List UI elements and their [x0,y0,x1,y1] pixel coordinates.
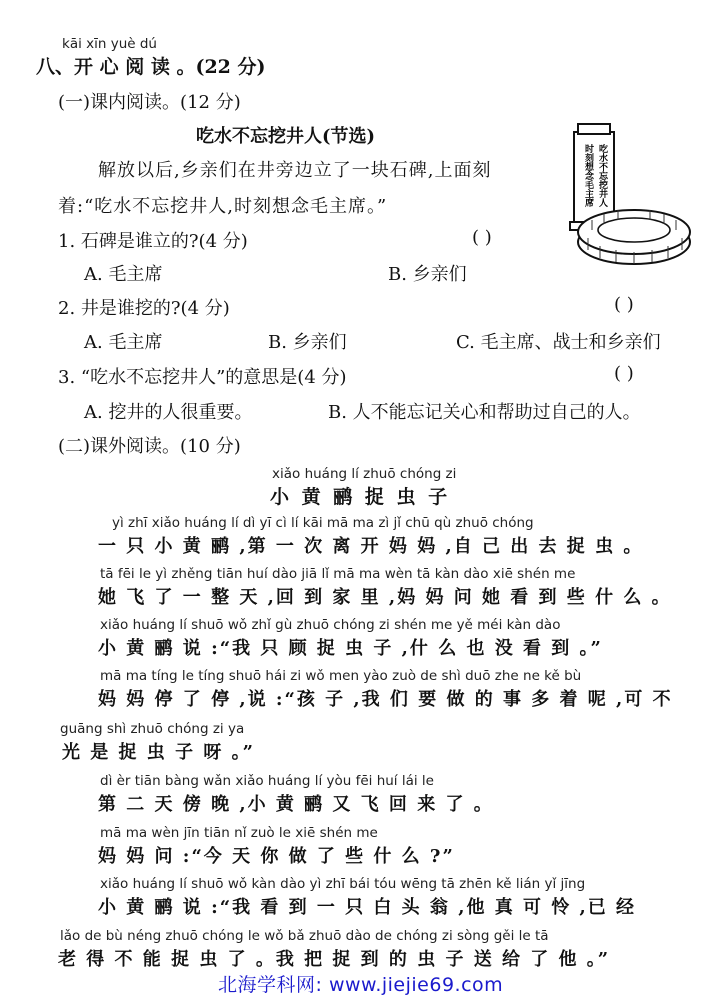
q2-option-b[interactable]: B. 乡亲们 [268,332,347,353]
answer-blank-3[interactable]: ( ) [614,363,634,384]
story-line-1-pinyin: yì zhī xiǎo huáng lí dì yī cì lí kāi mā ma zì jǐ chū qù zhuō chóng [112,515,534,531]
story-line-4: 妈 妈 停 了 停 ,说 :“孩 子 ,我 们 要 做 的 事 多 着 呢 ,可 不 [98,689,673,710]
q2-option-c[interactable]: C. 毛主席、战士和乡亲们 [456,332,661,353]
stele-inscription-right: 吃水不忘挖井人 [597,144,607,207]
story-line-4-pinyin: mā ma tíng le tíng shuō hái zi wǒ men yào zuò de shì duō zhe ne kě bù [100,668,582,684]
story-line-2-pinyin: tā fēi le yì zhěng tiān huí dào jiā lǐ mā ma wèn tā kàn dào xiē shén me [100,566,576,582]
q1-option-b[interactable]: B. 乡亲们 [388,264,467,285]
story-line-6-pinyin: dì èr tiān bàng wǎn xiǎo huáng lí yòu fēi huí lái le [100,773,434,789]
section-pinyin: kāi xīn yuè dú [62,36,157,52]
story-line-9-pinyin: lǎo de bù néng zhuō chóng le wǒ bǎ zhuō dào de chóng zi sòng gěi le tā [60,928,549,944]
story-line-2: 她 飞 了 一 整 天 ,回 到 家 里 ,妈 妈 问 她 看 到 些 什 么 。 [98,587,672,608]
answer-blank-2[interactable]: ( ) [614,294,634,315]
story-line-6: 第 二 天 傍 晚 ,小 黄 鹂 又 飞 回 来 了 。 [98,794,494,815]
part1-heading: (一)课内阅读。(12 分) [58,92,241,113]
story-line-3-pinyin: xiǎo huáng lí shuō wǒ zhǐ gù zhuō chóng zi shén me yě méi kàn dào [100,617,561,633]
well-stele-illustration [548,118,692,268]
q3-option-b[interactable]: B. 人不能忘记关心和帮助过自己的人。 [328,402,641,423]
story-line-3: 小 黄 鹂 说 :“我 只 顾 捉 虫 子 ,什 么 也 没 看 到 。” [98,638,603,659]
footer-watermark[interactable]: 北海学科网: www.jiejie69.com [218,974,504,996]
question-3: 3. “吃水不忘挖井人”的意思是(4 分) [58,367,347,388]
story-line-8: 小 黄 鹂 说 :“我 看 到 一 只 白 头 翁 ,他 真 可 怜 ,已 经 [98,897,637,918]
passage-line-2: 着:“吃水不忘挖井人,时刻想念毛主席。” [58,196,388,217]
story-title: 小 黄 鹂 捉 虫 子 [270,486,451,508]
story-line-5-pinyin: guāng shì zhuō chóng zi ya [60,721,245,737]
story-line-1: 一 只 小 黄 鹂 ,第 一 次 离 开 妈 妈 ,自 己 出 去 捉 虫 。 [98,536,644,557]
story-line-7: 妈 妈 问 :“今 天 你 做 了 些 什 么 ?” [98,846,455,867]
question-2: 2. 井是谁挖的?(4 分) [58,298,230,319]
story-line-9: 老 得 不 能 捉 虫 了 。我 把 捉 到 的 虫 子 送 给 了 他 。” [58,949,611,970]
answer-blank-1[interactable]: ( ) [472,227,492,248]
story-line-8-pinyin: xiǎo huáng lí shuō wǒ kàn dào yì zhī bái tóu wēng tā zhēn kě lián yǐ jīng [100,876,586,892]
passage-title: 吃水不忘挖井人(节选) [196,126,376,147]
story-line-5: 光 是 捉 虫 子 呀 。” [62,742,255,763]
stele-inscription-left: 时刻想念毛主席 [583,144,593,207]
q3-option-a[interactable]: A. 挖井的人很重要。 [84,402,253,423]
story-line-7-pinyin: mā ma wèn jīn tiān nǐ zuò le xiē shén me [100,825,378,841]
q1-option-a[interactable]: A. 毛主席 [84,264,163,285]
section-title: 八、开 心 阅 读 。(22 分) [36,56,266,78]
story-title-pinyin: xiǎo huáng lí zhuō chóng zi [272,466,457,482]
part2-heading: (二)课外阅读。(10 分) [58,436,241,457]
question-1: 1. 石碑是谁立的?(4 分) [58,231,248,252]
q2-option-a[interactable]: A. 毛主席 [84,332,163,353]
passage-line-1: 解放以后,乡亲们在井旁边立了一块石碑,上面刻 [98,160,492,181]
